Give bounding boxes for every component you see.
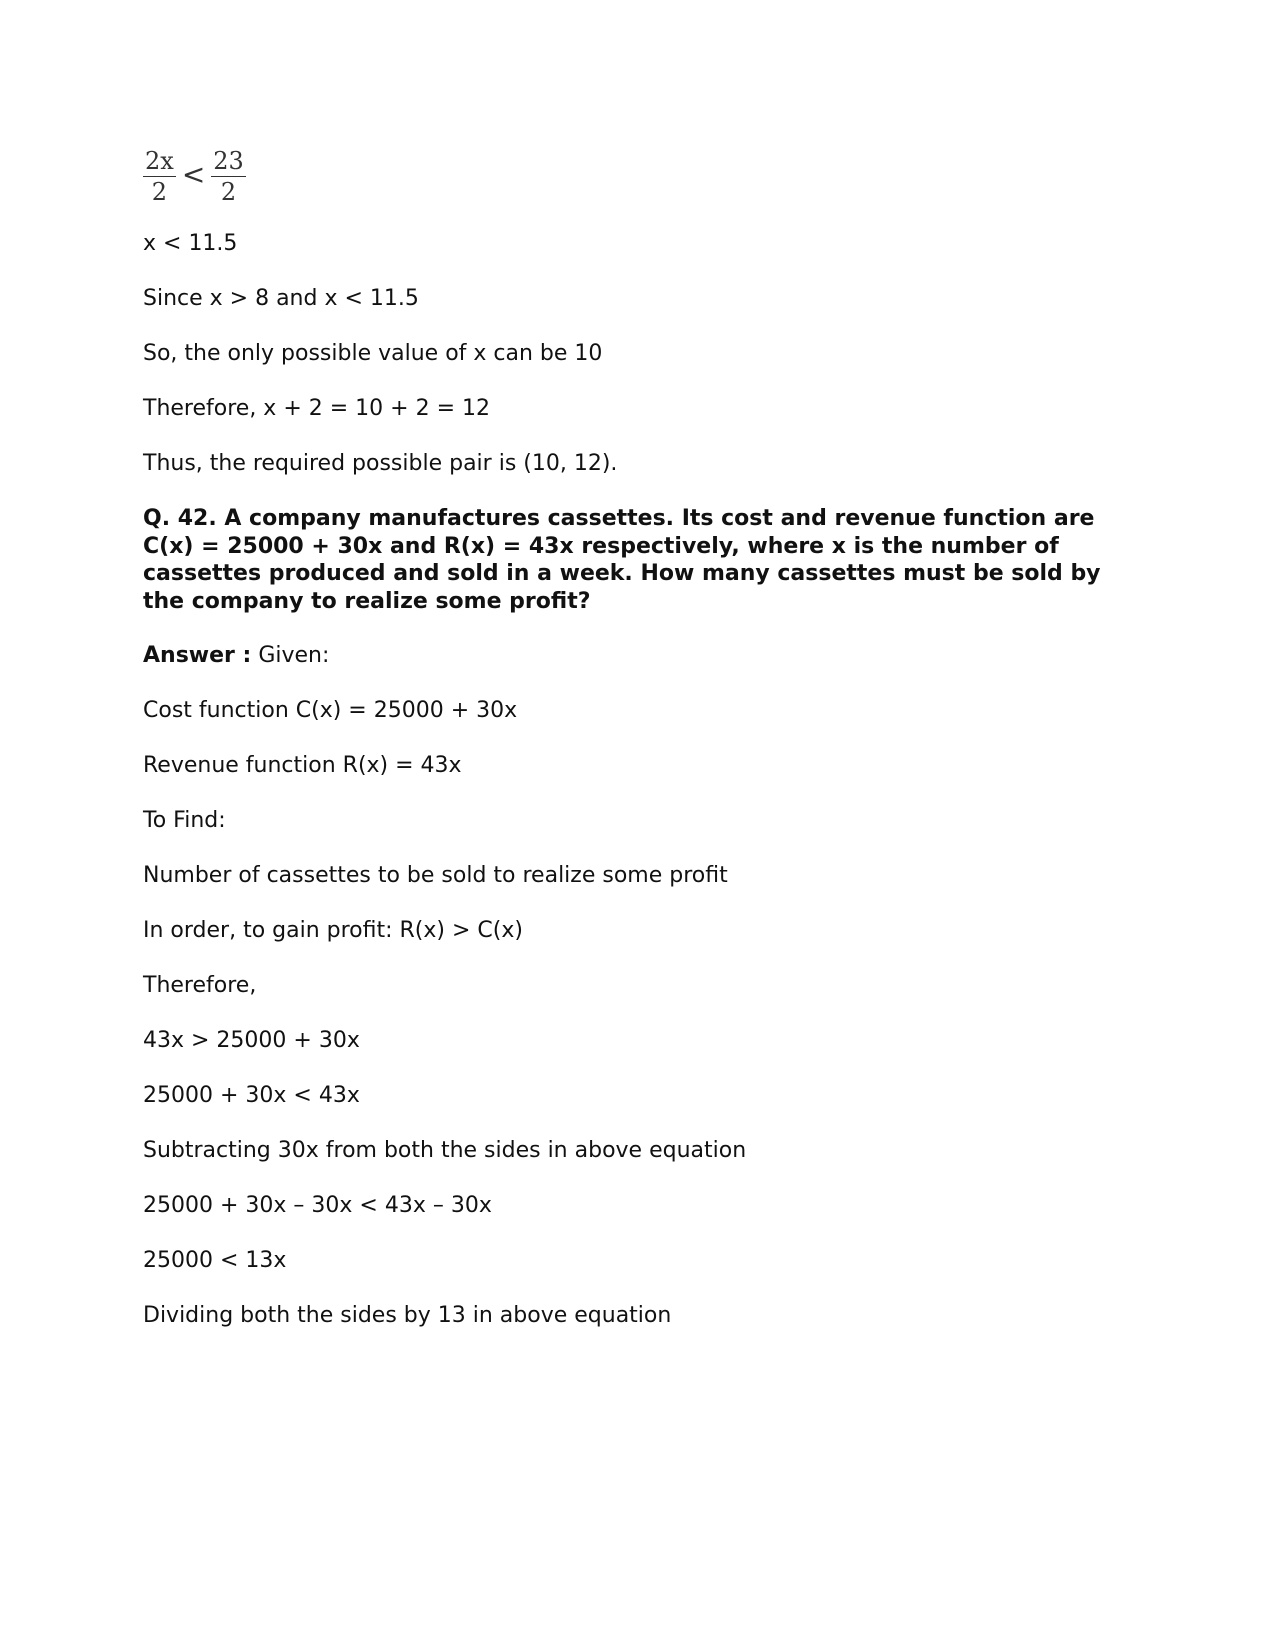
less-than-sign: < [181,157,206,191]
text-line: Subtracting 30x from both the sides in above equation [143,1138,747,1163]
fraction-inequality [143,140,1103,212]
question-text: Q. 42. A company manufactures cassettes. Its cost and revenue function are C(x) = 25000 + 30x and R(x) = 43x respectively, where x is the number of cassettes produced and sold in a week. How many cassettes must be sold by the company to realize some profit? [143,506,1101,614]
text-line: Since x > 8 and x < 11.5 [143,286,419,311]
answer-label: Answer : [143,643,252,668]
answer-line [143,642,1103,670]
fraction-left-numerator: 2x [145,146,174,175]
text-line: Number of cassettes to be sold to realize some profit [143,863,728,888]
text-line: 43x > 25000 + 30x [143,1028,360,1053]
text-line: 25000 + 30x < 43x [143,1083,360,1108]
answer-text: Given: [251,643,330,668]
text-line: In order, to gain profit: R(x) > C(x) [143,918,523,943]
fraction-left-denominator: 2 [151,177,168,206]
text-line: So, the only possible value of x can be 10 [143,341,603,366]
fraction-left [143,146,176,207]
text-line: 25000 + 30x – 30x < 43x – 30x [143,1193,492,1218]
fraction-right-numerator: 23 [213,146,244,175]
text-line: To Find: [143,808,226,833]
text-line: Cost function C(x) = 25000 + 30x [143,698,518,723]
page-content [143,140,1103,1357]
text-line: Dividing both the sides by 13 in above equation [143,1303,672,1328]
text-line: Therefore, [143,973,257,998]
fraction-right [211,146,246,207]
text-line: x < 11.5 [143,231,238,256]
text-line: 25000 < 13x [143,1248,287,1273]
text-line: Thus, the required possible pair is (10, 12). [143,451,618,476]
fraction-right-denominator: 2 [220,177,237,206]
text-line: Therefore, x + 2 = 10 + 2 = 12 [143,396,490,421]
text-line: Revenue function R(x) = 43x [143,753,462,778]
